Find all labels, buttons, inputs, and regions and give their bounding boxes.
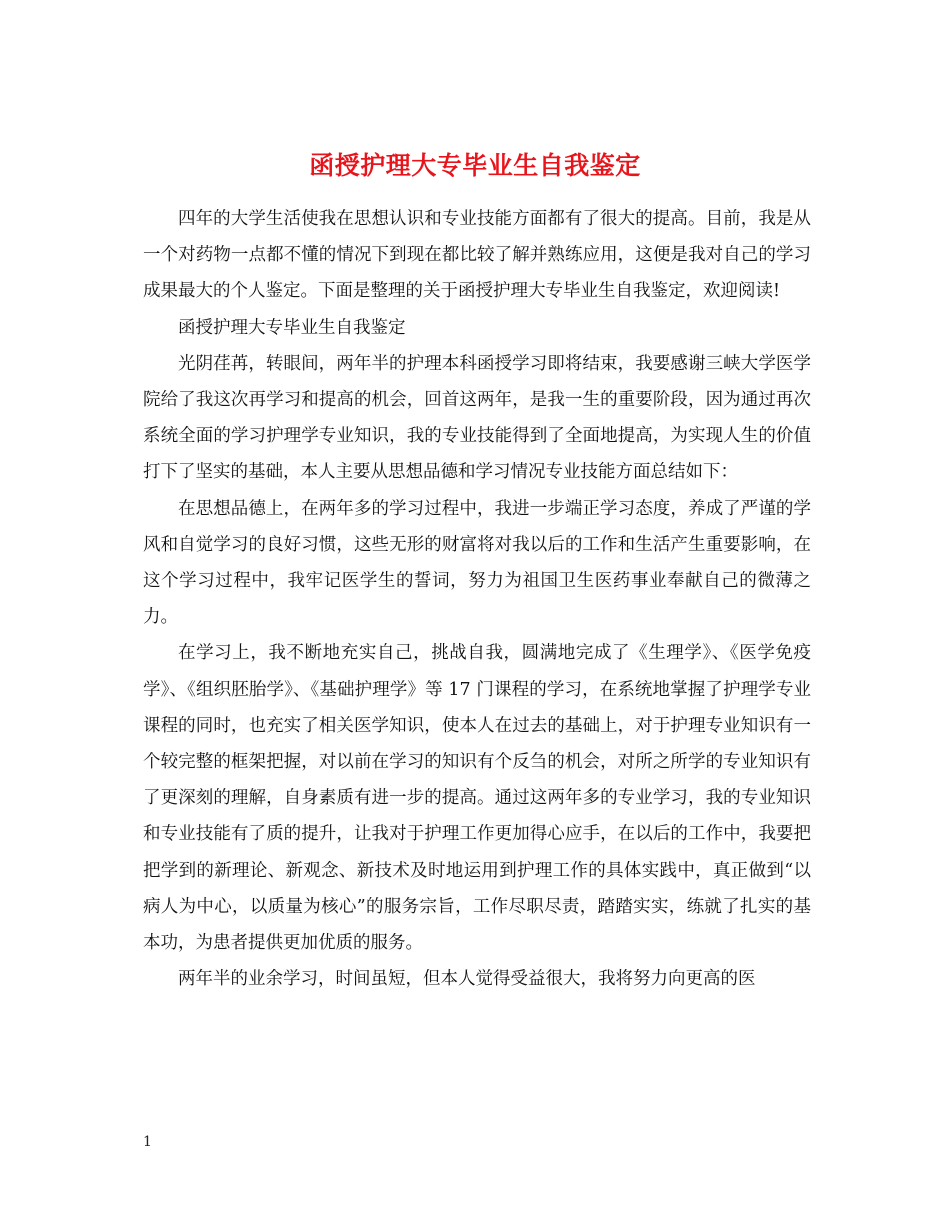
paragraph-closing: 两年半的业余学习，时间虽短，但本人觉得受益很大，我将努力向更高的医 [178, 969, 756, 990]
paragraph-intro: 四年的大学生活使我在思想认识和专业技能方面都有了很大的提高。目前，我是从一个对药物一点都不懂的情况下到现在都比较了解并熟练应用，这便是我对自己的学习成果最大的个人鉴定。下面是整理的关于函授护理大专毕业生自我鉴定，欢迎阅读! [143, 209, 811, 302]
paragraph-opening: 光阴荏苒，转眼间，两年半的护理本科函授学习即将结束，我要感谢三峡大学医学院给了我这次再学习和提高的机会，回首这两年，是我一生的重要阶段，因为通过再次系统全面的学习护理学专业知识，我的专业技能得到了全面地提高，为实现人生的价值打下了坚实的基础，本人主要从思想品德和学习情况专业技能方面总结如下： [143, 353, 811, 483]
paragraph-study: 在学习上，我不断地充实自己，挑战自我，圆满地完成了《生理学》、《医学免疫学》、《组织胚胎学》、《基础护理学》等 17 门课程的学习，在系统地掌握了护理学专业课程的同时，也充实了相关医学知识，使本人在过去的基础上，对于护理专业知识有一个较完整的框架把握，对以前在学习的知识有个反刍的机会，对所之所学的专业知识有了更深刻的理解，自身素质有进一步的提高。通过这两年多的专业学习，我的专业知识和专业技能有了质的提升，让我对于护理工作更加得心应手，在以后的工作中，我要把把学到的新理论、新观念、新技术及时地运用到护理工作的具体实践中，真正做到“以病人为中心，以质量为核心”的服务宗旨，工作尽职尽责，踏踏实实，练就了扎实的基本功，为患者提供更加优质的服务。 [143, 643, 811, 954]
paragraph-ideology: 在思想品德上，在两年多的学习过程中，我进一步端正学习态度，养成了严谨的学风和自觉学习的良好习惯，这些无形的财富将对我以后的工作和生活产生重要影响，在这个学习过程中，我牢记医学生的誓词，努力为祖国卫生医药事业奉献自己的微薄之力。 [143, 498, 811, 628]
paragraph-subtitle: 函授护理大专毕业生自我鉴定 [178, 317, 406, 338]
page-number: 1 [143, 1134, 152, 1150]
document-body [143, 201, 811, 997]
document-title: 函授护理大专毕业生自我鉴定 [309, 150, 641, 180]
